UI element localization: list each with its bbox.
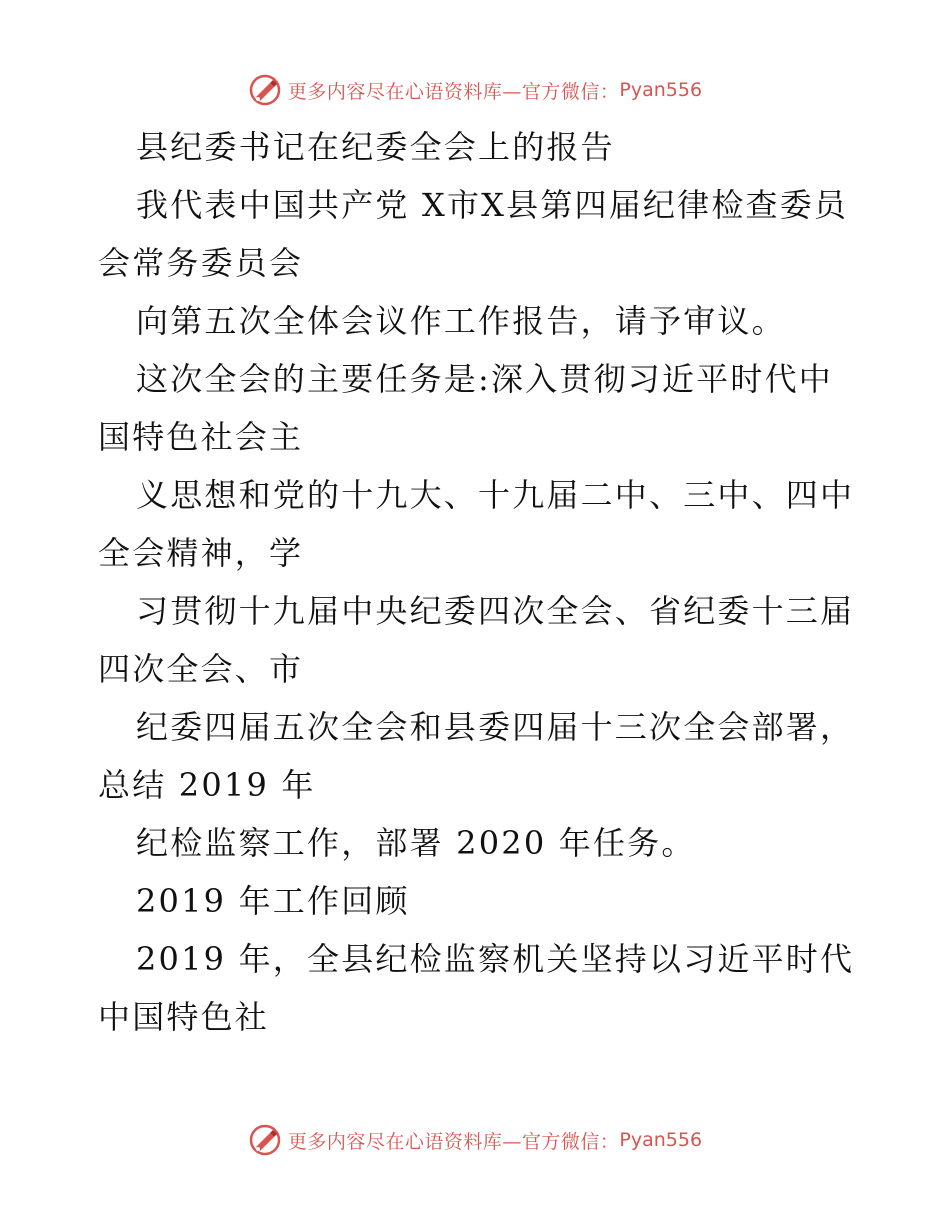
watermark-contact: Pyan556 [619,1129,703,1151]
watermark-text: 更多内容尽在心语资料库—官方微信： [287,80,620,103]
watermark-text: 更多内容尽在心语资料库—官方微信： [287,1130,620,1153]
document-body [98,118,868,1046]
paragraph-line: 四次全会、市 [98,650,304,688]
footer-watermark [0,1120,950,1160]
paragraph-line: 总结 2019 年 [98,766,316,804]
paragraph-line: 全会精神，学 [98,534,304,572]
header-watermark [0,70,950,110]
section-heading: 2019 年工作回顾 [136,882,410,920]
paragraph-line: 纪检监察工作，部署 2020 年任务。 [136,824,696,862]
watermark-contact: Pyan556 [619,79,703,101]
paragraph-line: 我代表中国共产党 X市X县第四届纪律检查委员 [136,186,849,224]
paragraph-line: 习贯彻十九届中央纪委四次全会、省纪委十三届 [136,592,855,630]
paragraph-line: 这次全会的主要任务是:深入贯彻习近平时代中 [136,360,833,398]
paragraph-line: 2019 年，全县纪检监察机关坚持以习近平时代 [136,940,855,978]
pen-circle-logo-icon [248,73,282,107]
paragraph-line: 向第五次全体会议作工作报告，请予审议。 [136,302,786,340]
paragraph-line: 会常务委员会 [98,244,304,282]
paragraph-line: 中国特色社 [98,998,270,1036]
paragraph-line: 义思想和党的十九大、十九届二中、三中、四中 [136,476,855,514]
paragraph-line: 纪委四届五次全会和县委四届十三次全会部署， [136,708,855,746]
paragraph-line: 国特色社会主 [98,418,304,456]
pen-circle-logo-icon [248,1123,282,1157]
document-title: 县纪委书记在纪委全会上的报告 [136,128,615,166]
